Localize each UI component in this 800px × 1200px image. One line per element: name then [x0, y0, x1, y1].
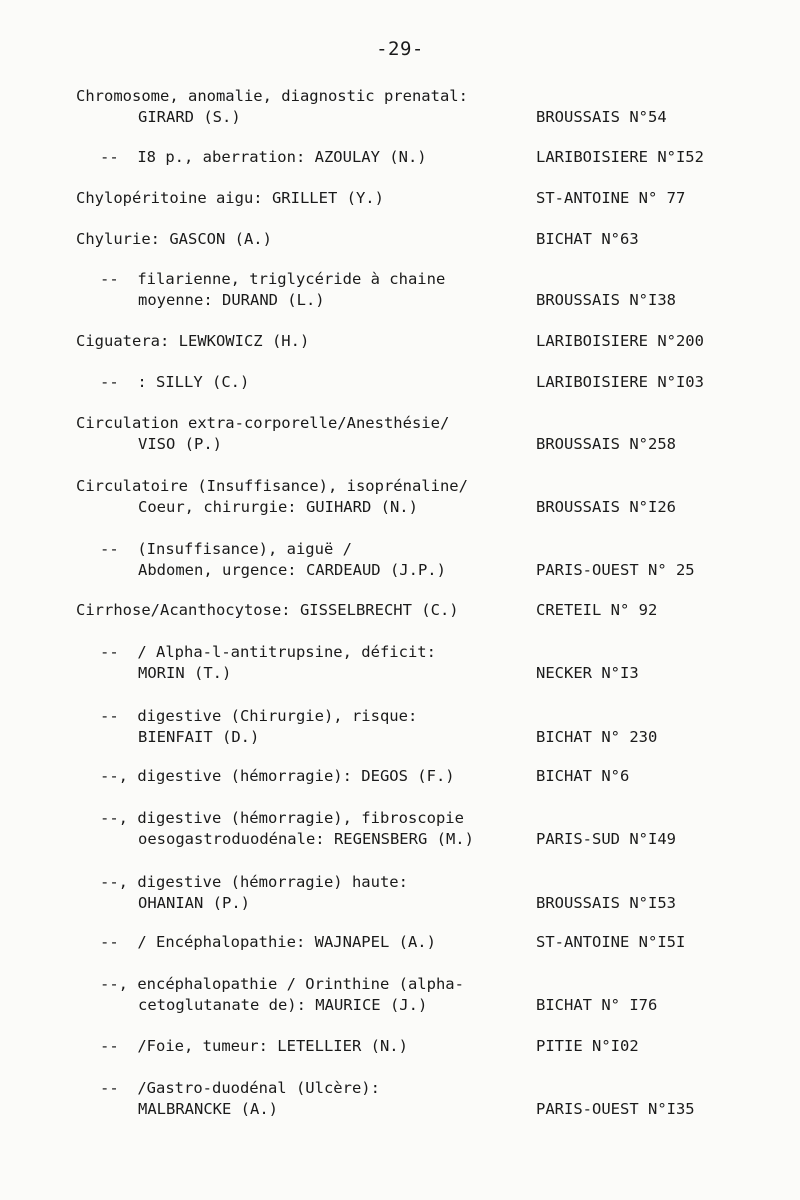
entry-subject: Chylurie: GASCON (A.)	[76, 230, 272, 248]
entry-subject: -- filarienne, triglycéride à chaine	[100, 270, 446, 288]
entry-subject: --, digestive (hémorragie): DEGOS (F.)	[100, 767, 455, 785]
entry-author: OHANIAN (P.)	[138, 894, 250, 912]
entry-hospital: BROUSSAIS N°I38	[536, 291, 676, 309]
entry-hospital: PARIS-SUD N°I49	[536, 830, 676, 848]
entry-subject: -- (Insuffisance), aiguë /	[100, 540, 352, 558]
entry-hospital: BICHAT N° I76	[536, 996, 658, 1014]
entry-subject: Ciguatera: LEWKOWICZ (H.)	[76, 332, 310, 350]
entry-subject: -- /Foie, tumeur: LETELLIER (N.)	[100, 1037, 408, 1055]
entry-hospital: PITIE N°I02	[536, 1037, 639, 1055]
entry-hospital: CRETEIL N° 92	[536, 601, 658, 619]
entry-author: moyenne: DURAND (L.)	[138, 291, 325, 309]
entry-author: MALBRANCKE (A.)	[138, 1100, 278, 1118]
entry-hospital: ST-ANTOINE N°I5I	[536, 933, 686, 951]
entry-author: MORIN (T.)	[138, 664, 232, 682]
entry-subject: -- I8 p., aberration: AZOULAY (N.)	[100, 148, 427, 166]
entry-hospital: LARIBOISIERE N°I52	[536, 148, 704, 166]
entry-hospital: ST-ANTOINE N° 77	[536, 189, 686, 207]
entry-hospital: BICHAT N°63	[536, 230, 639, 248]
entry-subject: Cirrhose/Acanthocytose: GISSELBRECHT (C.)	[76, 601, 459, 619]
entry-author: GIRARD (S.)	[138, 108, 241, 126]
entry-hospital: BICHAT N° 230	[536, 728, 658, 746]
entry-hospital: BROUSSAIS N°I53	[536, 894, 676, 912]
entry-subject: --, digestive (hémorragie), fibroscopie	[100, 809, 464, 827]
entry-subject: -- / Alpha-l-antitrupsine, déficit:	[100, 643, 436, 661]
entry-hospital: BROUSSAIS N°258	[536, 435, 676, 453]
entry-subject: -- /Gastro-duodénal (Ulcère):	[100, 1079, 380, 1097]
entry-hospital: BROUSSAIS N°54	[536, 108, 667, 126]
entry-hospital: BICHAT N°6	[536, 767, 630, 785]
entry-subject: -- digestive (Chirurgie), risque:	[100, 707, 418, 725]
entry-hospital: PARIS-OUEST N° 25	[536, 561, 695, 579]
entry-author: oesogastroduodénale: REGENSBERG (M.)	[138, 830, 474, 848]
entry-author: Abdomen, urgence: CARDEAUD (J.P.)	[138, 561, 446, 579]
entry-subject: --, encéphalopathie / Orinthine (alpha-	[100, 975, 464, 993]
entry-hospital: NECKER N°I3	[536, 664, 639, 682]
entry-author: cetoglutanate de): MAURICE (J.)	[138, 996, 428, 1014]
entry-subject: -- : SILLY (C.)	[100, 373, 250, 391]
entry-subject: Circulation extra-corporelle/Anesthésie/	[76, 414, 450, 432]
entry-author: Coeur, chirurgie: GUIHARD (N.)	[138, 498, 418, 516]
entry-hospital: LARIBOISIERE N°200	[536, 332, 704, 350]
entry-hospital: BROUSSAIS N°I26	[536, 498, 676, 516]
entry-subject: --, digestive (hémorragie) haute:	[100, 873, 408, 891]
entry-subject: Chromosome, anomalie, diagnostic prenatal:	[76, 87, 468, 105]
entry-subject: Chylopéritoine aigu: GRILLET (Y.)	[76, 189, 384, 207]
entry-subject: -- / Encéphalopathie: WAJNAPEL (A.)	[100, 933, 436, 951]
entry-hospital: LARIBOISIERE N°I03	[536, 373, 704, 391]
entry-author: BIENFAIT (D.)	[138, 728, 260, 746]
entry-subject: Circulatoire (Insuffisance), isoprénaline/	[76, 477, 468, 495]
page-number: -29-	[376, 38, 424, 60]
entry-hospital: PARIS-OUEST N°I35	[536, 1100, 695, 1118]
entry-author: VISO (P.)	[138, 435, 222, 453]
